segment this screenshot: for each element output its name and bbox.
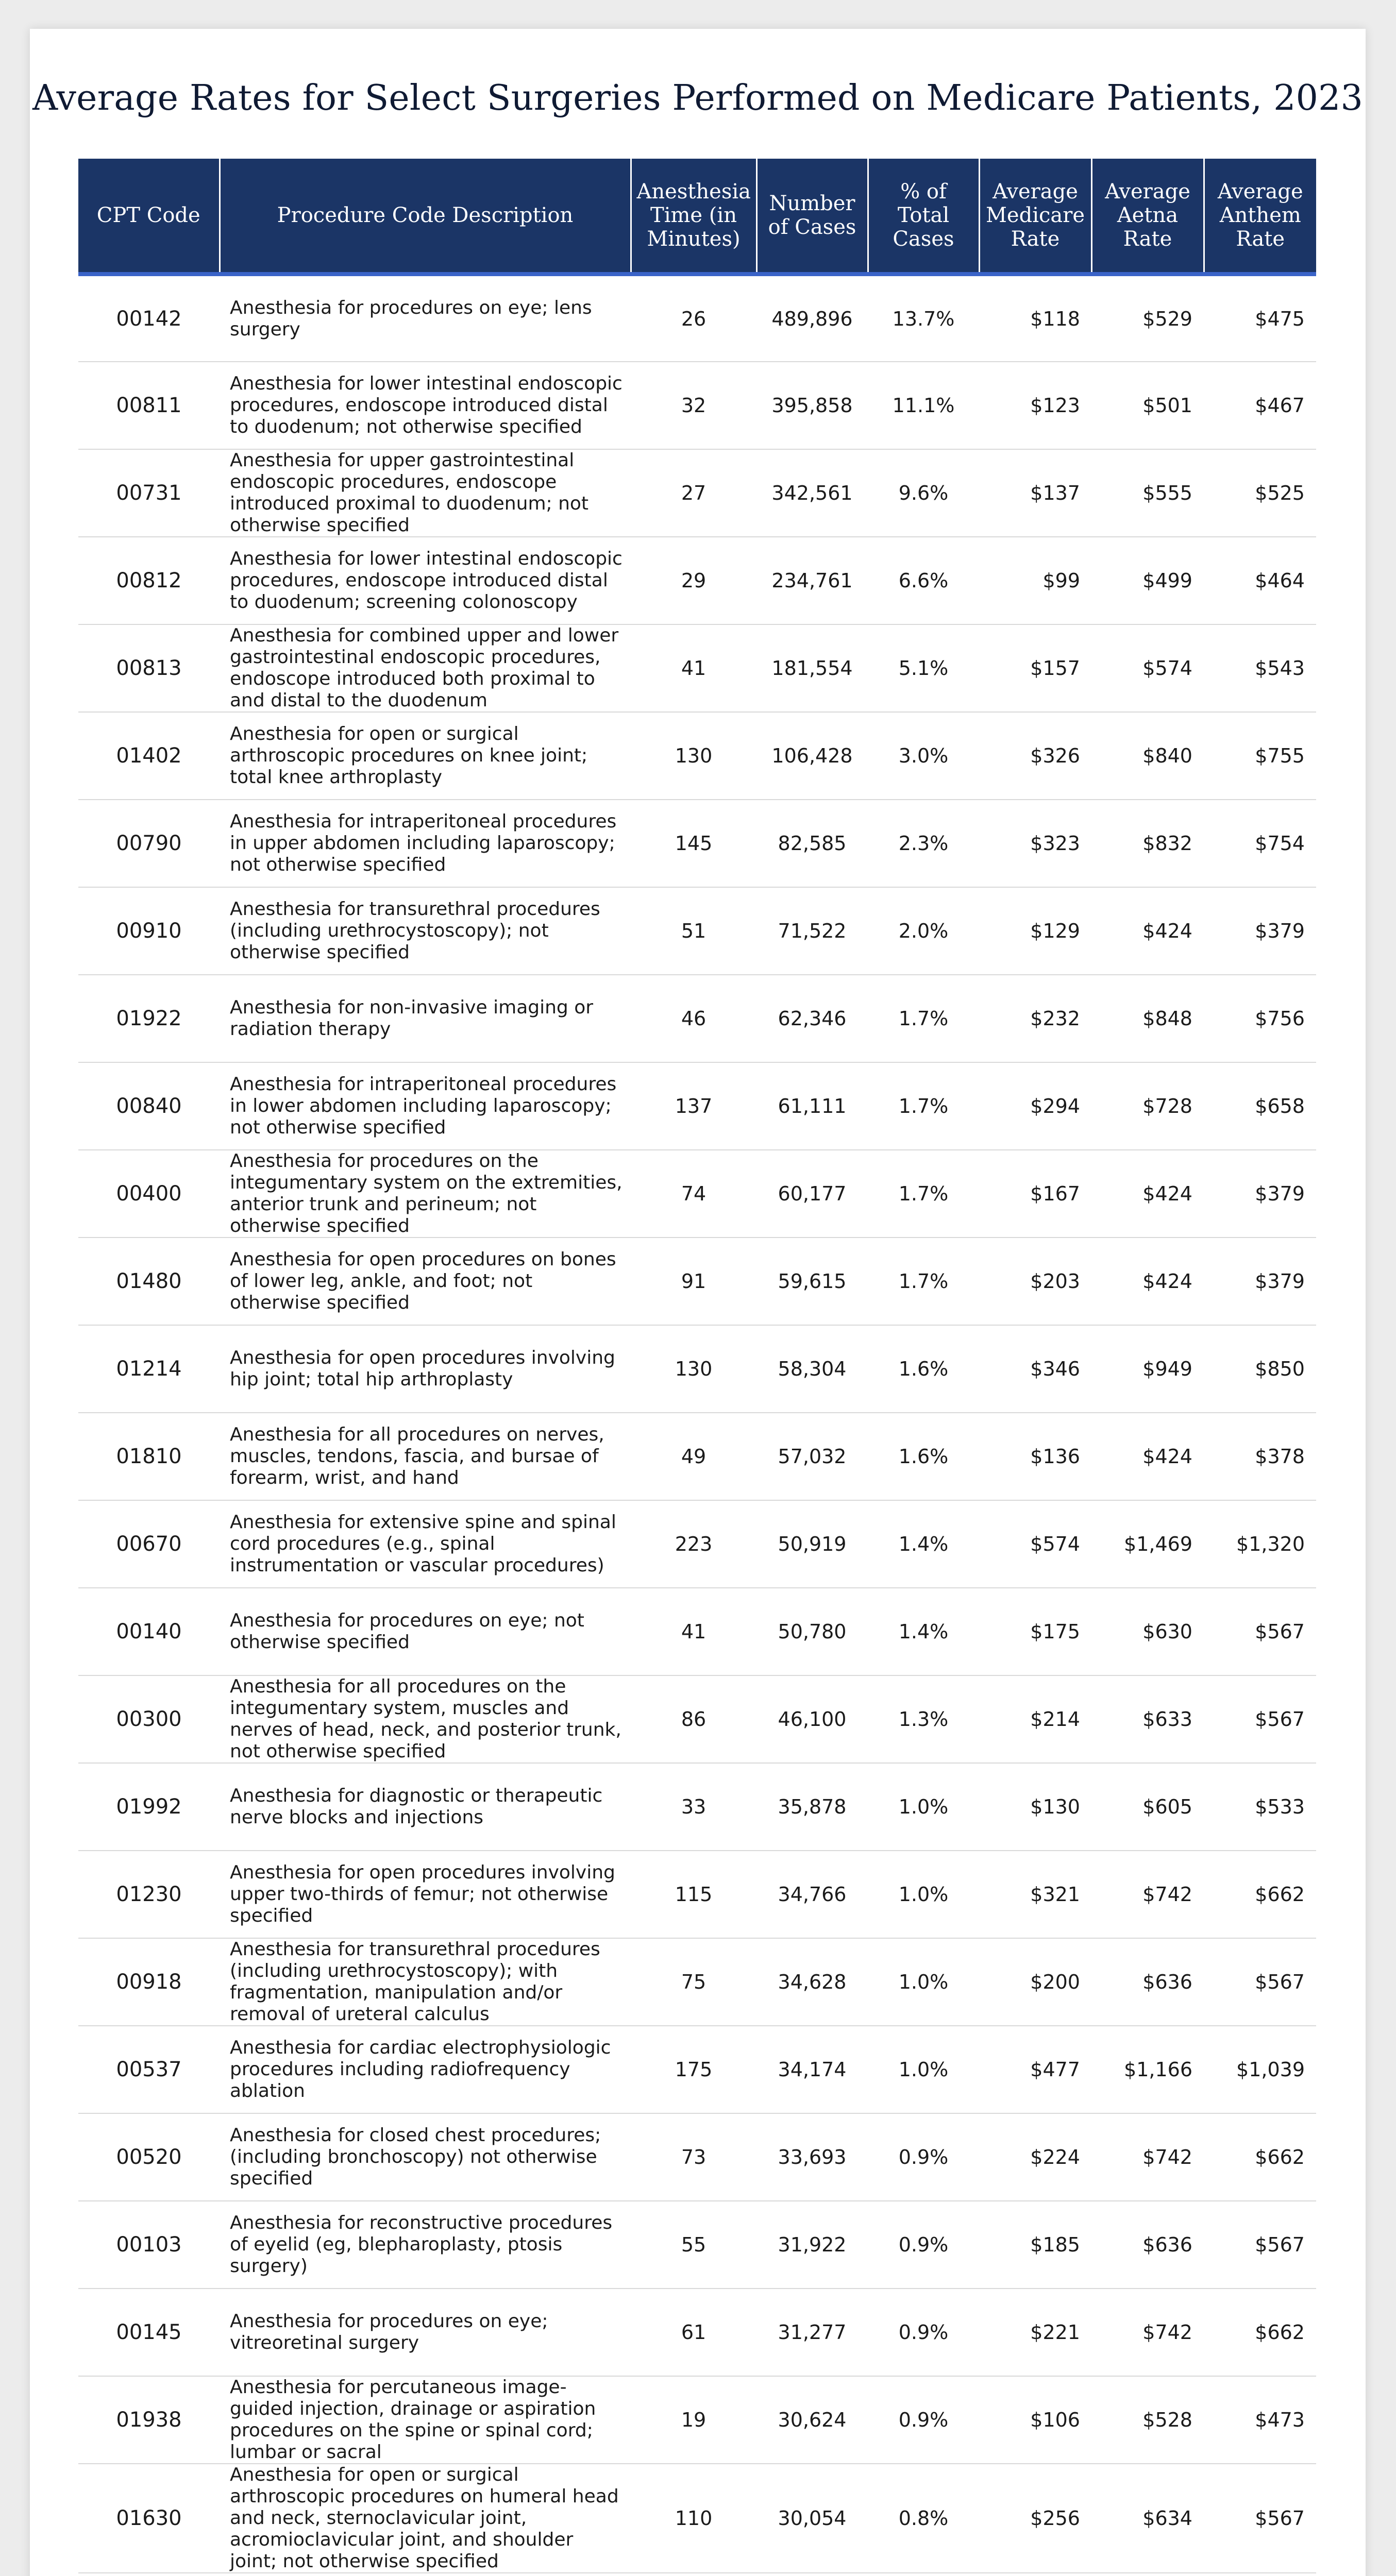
cell-aetna-rate: $424 (1091, 1238, 1204, 1325)
table-row (78, 1500, 1316, 1588)
cell-anesthesia-time: 32 (631, 362, 756, 449)
cell-cpt-code: 00142 (78, 274, 220, 362)
cell-pct-total-cases: 5.1% (868, 624, 979, 712)
cell-anthem-rate: $1,320 (1204, 1500, 1316, 1588)
cell-anesthesia-time: 73 (631, 2113, 756, 2201)
cell-description: Anesthesia for procedures on eye; not otherwise specified (220, 1588, 631, 1675)
cell-anthem-rate: $379 (1204, 1150, 1316, 1238)
cell-number-of-cases: 35,878 (756, 1763, 868, 1851)
table-row (78, 537, 1316, 624)
cell-medicare-rate: $185 (979, 2201, 1091, 2289)
cell-pct-total-cases: 1.0% (868, 1763, 979, 1851)
cell-medicare-rate: $323 (979, 800, 1091, 887)
cell-pct-total-cases: 1.0% (868, 1938, 979, 2026)
cell-medicare-rate (979, 2573, 1091, 2576)
table-row (78, 1588, 1316, 1675)
cell-cpt-code: 00140 (78, 1588, 220, 1675)
cell-aetna-rate: $633 (1091, 1675, 1204, 1763)
cell-anesthesia-time: 175 (631, 2026, 756, 2113)
cell-number-of-cases: 58,304 (756, 1325, 868, 1413)
cell-aetna-rate: $636 (1091, 1938, 1204, 2026)
cell-description: Anesthesia for non-invasive imaging or radiation therapy (220, 975, 631, 1062)
cell-anthem-rate: $467 (1204, 362, 1316, 449)
cell-anesthesia-time: 115 (631, 1851, 756, 1938)
cell-aetna-rate: $728 (1091, 1062, 1204, 1150)
col-header-description: Procedure Code Description (220, 159, 631, 274)
cell-anesthesia-time: 223 (631, 1500, 756, 1588)
table-row (78, 2376, 1316, 2464)
cell-anesthesia-time: 49 (631, 1413, 756, 1500)
cell-pct-total-cases: 0.9% (868, 2376, 979, 2464)
cell-cpt-code: 00103 (78, 2201, 220, 2289)
cell-description: Anesthesia for percutaneous image-guided injection, drainage or aspiration procedures on the spine or spinal cord; lumbar or sacral (220, 2376, 631, 2464)
cell-anthem-rate: $662 (1204, 2113, 1316, 2201)
cell-number-of-cases: 106,428 (756, 712, 868, 800)
cell-cpt-code: 01992 (78, 1763, 220, 1851)
table-body (78, 274, 1316, 2576)
cell-cpt-code: 00790 (78, 800, 220, 887)
cell-aetna-rate: $424 (1091, 887, 1204, 975)
cell-medicare-rate: $346 (979, 1325, 1091, 1413)
cell-cpt-code: 00731 (78, 449, 220, 537)
cell-medicare-rate: $200 (979, 1938, 1091, 2026)
cell-anthem-rate: $662 (1204, 1851, 1316, 1938)
cell-anthem-rate: $475 (1204, 274, 1316, 362)
cell-description: Anesthesia for intraperitoneal procedures in upper abdomen including laparoscopy; not otherwise specified (220, 800, 631, 887)
cell-anthem-rate: $473 (1204, 2376, 1316, 2464)
cell-number-of-cases: 34,174 (756, 2026, 868, 2113)
table-row (78, 1325, 1316, 1413)
table-row (78, 449, 1316, 537)
cell-aetna-rate: $529 (1091, 274, 1204, 362)
cell-aetna-rate: $636 (1091, 2201, 1204, 2289)
cell-description: Anesthesia for reconstructive procedures of eyelid (eg, blepharoplasty, ptosis surgery) (220, 2201, 631, 2289)
cell-number-of-cases: 62,346 (756, 975, 868, 1062)
report-card (30, 29, 1366, 2576)
cell-aetna-rate: $574 (1091, 624, 1204, 712)
cell-medicare-rate: $99 (979, 537, 1091, 624)
cell-aetna-rate: $1,166 (1091, 2026, 1204, 2113)
cell-medicare-rate: $326 (979, 712, 1091, 800)
cell-medicare-rate: $203 (979, 1238, 1091, 1325)
table-row (78, 975, 1316, 1062)
cell-cpt-code: 01810 (78, 1413, 220, 1500)
cell-anesthesia-time: 130 (631, 712, 756, 800)
cell-cpt-code: 00813 (78, 624, 220, 712)
cell-anesthesia-time: 26 (631, 274, 756, 362)
cell-anthem-rate: $662 (1204, 2289, 1316, 2376)
table-row (78, 1413, 1316, 1500)
cell-anesthesia-time: 46 (631, 975, 756, 1062)
cell-anthem-rate (1204, 2573, 1316, 2576)
cell-cpt-code: 01922 (78, 975, 220, 1062)
chart-title: Average Rates for Select Surgeries Performed on Medicare Patients, 2023 (32, 78, 1364, 118)
cell-anesthesia-time: 27 (631, 449, 756, 537)
cell-cpt-code: 01402 (78, 712, 220, 800)
col-header-anthem-rate: Average Anthem Rate (1204, 159, 1316, 274)
cell-aetna-rate: $630 (1091, 1588, 1204, 1675)
cell-description: Anesthesia for combined upper and lower gastrointestinal endoscopic procedures, endoscope introduced both proximal to and distal to the duodenum (220, 624, 631, 712)
cell-number-of-cases: 31,277 (756, 2289, 868, 2376)
cell-cpt-code: 00910 (78, 887, 220, 975)
cell-anesthesia-time: 86 (631, 1675, 756, 1763)
cell-number-of-cases: 82,585 (756, 800, 868, 887)
cell-number-of-cases: 30,624 (756, 2376, 868, 2464)
cell-medicare-rate: $321 (979, 1851, 1091, 1938)
table-row (78, 2464, 1316, 2573)
cell-cpt-code: 00145 (78, 2289, 220, 2376)
cell-description: Anesthesia for upper gastrointestinal endoscopic procedures, endoscope introduced proximal to duodenum; not otherwise specified (220, 449, 631, 537)
table-row (78, 274, 1316, 362)
cell-description: Anesthesia for lower intestinal endoscopic procedures, endoscope introduced distal to duodenum; screening colonoscopy (220, 537, 631, 624)
cell-aetna-rate: $499 (1091, 537, 1204, 624)
cell-aetna-rate: $528 (1091, 2376, 1204, 2464)
cell-anthem-rate: $567 (1204, 2464, 1316, 2573)
cell-anthem-rate: $755 (1204, 712, 1316, 800)
cell-medicare-rate: $106 (979, 2376, 1091, 2464)
cell-anesthesia-time: 41 (631, 1588, 756, 1675)
cell-description: Anesthesia for procedures on the integumentary system on the extremities, anterior trunk and perineum; not otherwise specified (220, 1150, 631, 1238)
cell-description: Anesthesia for open procedures involving hip joint; total hip arthroplasty (220, 1325, 631, 1413)
cell-anthem-rate: $567 (1204, 1675, 1316, 1763)
cell-medicare-rate: $137 (979, 449, 1091, 537)
cell-pct-total-cases (868, 2573, 979, 2576)
cell-anesthesia-time: 33 (631, 1763, 756, 1851)
cell-number-of-cases: 61,111 (756, 1062, 868, 1150)
cell-aetna-rate: $605 (1091, 1763, 1204, 1851)
cell-number-of-cases: 50,919 (756, 1500, 868, 1588)
cell-pct-total-cases: 1.0% (868, 1851, 979, 1938)
cell-pct-total-cases: 0.9% (868, 2289, 979, 2376)
cell-description: Anesthesia for cardiac electrophysiologic procedures including radiofrequency ablation (220, 2026, 631, 2113)
cell-anesthesia-time: 51 (631, 887, 756, 975)
cell-cpt-code: 00300 (78, 1675, 220, 1763)
cell-anesthesia-time: 91 (631, 1238, 756, 1325)
cell-anesthesia-time: 130 (631, 1325, 756, 1413)
cell-number-of-cases: 34,766 (756, 1851, 868, 1938)
cell-medicare-rate: $118 (979, 274, 1091, 362)
table-row (78, 1851, 1316, 1938)
cell-pct-total-cases: 1.7% (868, 1062, 979, 1150)
table-header-row (78, 159, 1316, 274)
cell-cpt-code: 00811 (78, 362, 220, 449)
cell-description: Anesthesia for lower intestinal endoscopic procedures, endoscope introduced distal to duodenum; not otherwise specified (220, 362, 631, 449)
table-row (78, 2026, 1316, 2113)
table-row (78, 1238, 1316, 1325)
cell-description: Anesthesia for transurethral procedures (including urethrocystoscopy); not otherwise specified (220, 887, 631, 975)
cell-number-of-cases: 181,554 (756, 624, 868, 712)
cell-number-of-cases: 46,100 (756, 1675, 868, 1763)
cell-description: Anesthesia for extensive spine and spinal cord procedures (e.g., spinal instrumentation or vascular procedures) (220, 1500, 631, 1588)
cell-anesthesia-time: 137 (631, 1062, 756, 1150)
cell-cpt-code: 00670 (78, 1500, 220, 1588)
cell-pct-total-cases: 1.4% (868, 1500, 979, 1588)
cell-medicare-rate: $136 (979, 1413, 1091, 1500)
table-row (78, 362, 1316, 449)
cell-anesthesia-time: 29 (631, 537, 756, 624)
cell-aetna-rate (1091, 2573, 1204, 2576)
cell-number-of-cases: 60,177 (756, 1150, 868, 1238)
cell-pct-total-cases: 0.9% (868, 2201, 979, 2289)
cell-description: Anesthesia for all procedures on nerves, muscles, tendons, fascia, and bursae of forearm, wrist, and hand (220, 1413, 631, 1500)
col-header-aetna-rate: Average Aetna Rate (1091, 159, 1204, 274)
cell-medicare-rate: $214 (979, 1675, 1091, 1763)
cell-medicare-rate: $129 (979, 887, 1091, 975)
cell-description: Anesthesia for open procedures on bones of lower leg, ankle, and foot; not otherwise specified (220, 1238, 631, 1325)
cell-description: Anesthesia for open or surgical arthroscopic procedures on knee joint; total knee arthroplasty (220, 712, 631, 800)
cell-number-of-cases: 33,693 (756, 2113, 868, 2201)
cell-number-of-cases: 234,761 (756, 537, 868, 624)
cell-medicare-rate: $232 (979, 975, 1091, 1062)
cell-aetna-rate: $742 (1091, 1851, 1204, 1938)
cell-aetna-rate: $742 (1091, 2289, 1204, 2376)
cell-anthem-rate: $379 (1204, 887, 1316, 975)
cell-number-of-cases: 30,054 (756, 2464, 868, 2573)
cell-cpt-code: 01938 (78, 2376, 220, 2464)
cell-anthem-rate: $464 (1204, 537, 1316, 624)
cell-aetna-rate: $1,469 (1091, 1500, 1204, 1588)
cell-anesthesia-time: 55 (631, 2201, 756, 2289)
cell-description: Anesthesia for all procedures on the integumentary system, muscles and nerves of head, neck, and posterior trunk, not otherwise specified (220, 1675, 631, 1763)
cell-anthem-rate: $756 (1204, 975, 1316, 1062)
cell-medicare-rate: $167 (979, 1150, 1091, 1238)
cell-pct-total-cases: 1.6% (868, 1413, 979, 1500)
cell-number-of-cases: 31,922 (756, 2201, 868, 2289)
cell-anthem-rate: $379 (1204, 1238, 1316, 1325)
cell-pct-total-cases: 1.6% (868, 1325, 979, 1413)
cell-description: Anesthesia for diagnostic or therapeutic nerve blocks and injections (220, 1763, 631, 1851)
cell-aetna-rate: $501 (1091, 362, 1204, 449)
cell-pct-total-cases: 1.4% (868, 1588, 979, 1675)
table-row (78, 2573, 1316, 2576)
cell-cpt-code: 01214 (78, 1325, 220, 1413)
cell-medicare-rate: $221 (979, 2289, 1091, 2376)
cell-aetna-rate: $555 (1091, 449, 1204, 537)
cell-pct-total-cases: 1.7% (868, 975, 979, 1062)
cell-pct-total-cases: 0.9% (868, 2113, 979, 2201)
table-row (78, 712, 1316, 800)
cell-medicare-rate: $574 (979, 1500, 1091, 1588)
cell-anthem-rate: $567 (1204, 1938, 1316, 2026)
table-row (78, 2289, 1316, 2376)
cell-anthem-rate: $754 (1204, 800, 1316, 887)
cell-anthem-rate: $1,039 (1204, 2026, 1316, 2113)
cell-anthem-rate: $850 (1204, 1325, 1316, 1413)
cell-pct-total-cases: 3.0% (868, 712, 979, 800)
table-row (78, 1763, 1316, 1851)
cell-pct-total-cases: 1.0% (868, 2026, 979, 2113)
cell-medicare-rate: $256 (979, 2464, 1091, 2573)
cell-description: Anesthesia for open procedures involving upper two-thirds of femur; not otherwise specified (220, 1851, 631, 1938)
cell-aetna-rate: $832 (1091, 800, 1204, 887)
cell-pct-total-cases: 0.8% (868, 2464, 979, 2573)
cell-anthem-rate: $525 (1204, 449, 1316, 537)
cell-aetna-rate: $424 (1091, 1150, 1204, 1238)
cell-medicare-rate: $123 (979, 362, 1091, 449)
cell-anesthesia-time: 74 (631, 1150, 756, 1238)
cell-aetna-rate: $949 (1091, 1325, 1204, 1413)
cell-anthem-rate: $567 (1204, 1588, 1316, 1675)
cell-number-of-cases: 342,561 (756, 449, 868, 537)
cell-anthem-rate: $658 (1204, 1062, 1316, 1150)
cell-description: Anesthesia for open or surgical arthroscopic procedures on humeral head and neck, sternoclavicular joint, acromioclavicular joint, and shoulder joint; not otherwise specified (220, 2464, 631, 2573)
cell-cpt-code (78, 2573, 220, 2576)
cell-anesthesia-time (631, 2573, 756, 2576)
cell-anthem-rate: $543 (1204, 624, 1316, 712)
table-row (78, 2113, 1316, 2201)
cell-cpt-code: 01630 (78, 2464, 220, 2573)
cell-pct-total-cases: 9.6% (868, 449, 979, 537)
cell-aetna-rate: $742 (1091, 2113, 1204, 2201)
cell-anesthesia-time: 75 (631, 1938, 756, 2026)
cell-pct-total-cases: 1.7% (868, 1238, 979, 1325)
cell-description: Anesthesia for closed chest procedures; (including bronchoscopy) not otherwise specified (220, 2113, 631, 2201)
cell-anesthesia-time: 19 (631, 2376, 756, 2464)
cell-cpt-code: 00812 (78, 537, 220, 624)
col-header-anesthesia-time: Anesthesia Time (in Minutes) (631, 159, 756, 274)
cell-anesthesia-time: 61 (631, 2289, 756, 2376)
cell-cpt-code: 00400 (78, 1150, 220, 1238)
cell-number-of-cases: 395,858 (756, 362, 868, 449)
cell-description (220, 2573, 631, 2576)
cell-number-of-cases: 50,780 (756, 1588, 868, 1675)
rates-table (78, 159, 1316, 2576)
cell-aetna-rate: $840 (1091, 712, 1204, 800)
cell-pct-total-cases: 1.3% (868, 1675, 979, 1763)
cell-pct-total-cases: 1.7% (868, 1150, 979, 1238)
cell-medicare-rate: $130 (979, 1763, 1091, 1851)
cell-description: Anesthesia for procedures on eye; lens surgery (220, 274, 631, 362)
cell-anthem-rate: $533 (1204, 1763, 1316, 1851)
cell-medicare-rate: $157 (979, 624, 1091, 712)
cell-cpt-code: 00537 (78, 2026, 220, 2113)
cell-cpt-code: 01480 (78, 1238, 220, 1325)
col-header-number-of-cases: Number of Cases (756, 159, 868, 274)
cell-anthem-rate: $378 (1204, 1413, 1316, 1500)
cell-pct-total-cases: 11.1% (868, 362, 979, 449)
cell-pct-total-cases: 6.6% (868, 537, 979, 624)
cell-number-of-cases: 34,628 (756, 1938, 868, 2026)
cell-anthem-rate: $567 (1204, 2201, 1316, 2289)
cell-number-of-cases (756, 2573, 868, 2576)
cell-anesthesia-time: 110 (631, 2464, 756, 2573)
cell-description: Anesthesia for transurethral procedures (including urethrocystoscopy); with fragmentation, manipulation and/or removal of ureteral calculus (220, 1938, 631, 2026)
cell-cpt-code: 00520 (78, 2113, 220, 2201)
rates-table-container (78, 159, 1316, 2576)
table-row (78, 624, 1316, 712)
cell-number-of-cases: 71,522 (756, 887, 868, 975)
cell-anesthesia-time: 145 (631, 800, 756, 887)
table-row (78, 1938, 1316, 2026)
col-header-pct-total-cases: % of Total Cases (868, 159, 979, 274)
col-header-medicare-rate: Average Medicare Rate (979, 159, 1091, 274)
col-header-cpt-code: CPT Code (78, 159, 220, 274)
table-row (78, 2201, 1316, 2289)
cell-pct-total-cases: 2.3% (868, 800, 979, 887)
cell-aetna-rate: $634 (1091, 2464, 1204, 2573)
cell-medicare-rate: $224 (979, 2113, 1091, 2201)
cell-pct-total-cases: 2.0% (868, 887, 979, 975)
cell-number-of-cases: 489,896 (756, 274, 868, 362)
cell-cpt-code: 01230 (78, 1851, 220, 1938)
cell-description: Anesthesia for intraperitoneal procedures in lower abdomen including laparoscopy; not otherwise specified (220, 1062, 631, 1150)
table-row (78, 1062, 1316, 1150)
cell-medicare-rate: $175 (979, 1588, 1091, 1675)
cell-medicare-rate: $477 (979, 2026, 1091, 2113)
cell-description: Anesthesia for procedures on eye; vitreoretinal surgery (220, 2289, 631, 2376)
cell-cpt-code: 00918 (78, 1938, 220, 2026)
table-row (78, 1150, 1316, 1238)
cell-number-of-cases: 57,032 (756, 1413, 868, 1500)
cell-medicare-rate: $294 (979, 1062, 1091, 1150)
cell-aetna-rate: $424 (1091, 1413, 1204, 1500)
table-row (78, 887, 1316, 975)
cell-cpt-code: 00840 (78, 1062, 220, 1150)
table-row (78, 800, 1316, 887)
cell-pct-total-cases: 13.7% (868, 274, 979, 362)
cell-anesthesia-time: 41 (631, 624, 756, 712)
cell-aetna-rate: $848 (1091, 975, 1204, 1062)
table-row (78, 1675, 1316, 1763)
cell-number-of-cases: 59,615 (756, 1238, 868, 1325)
